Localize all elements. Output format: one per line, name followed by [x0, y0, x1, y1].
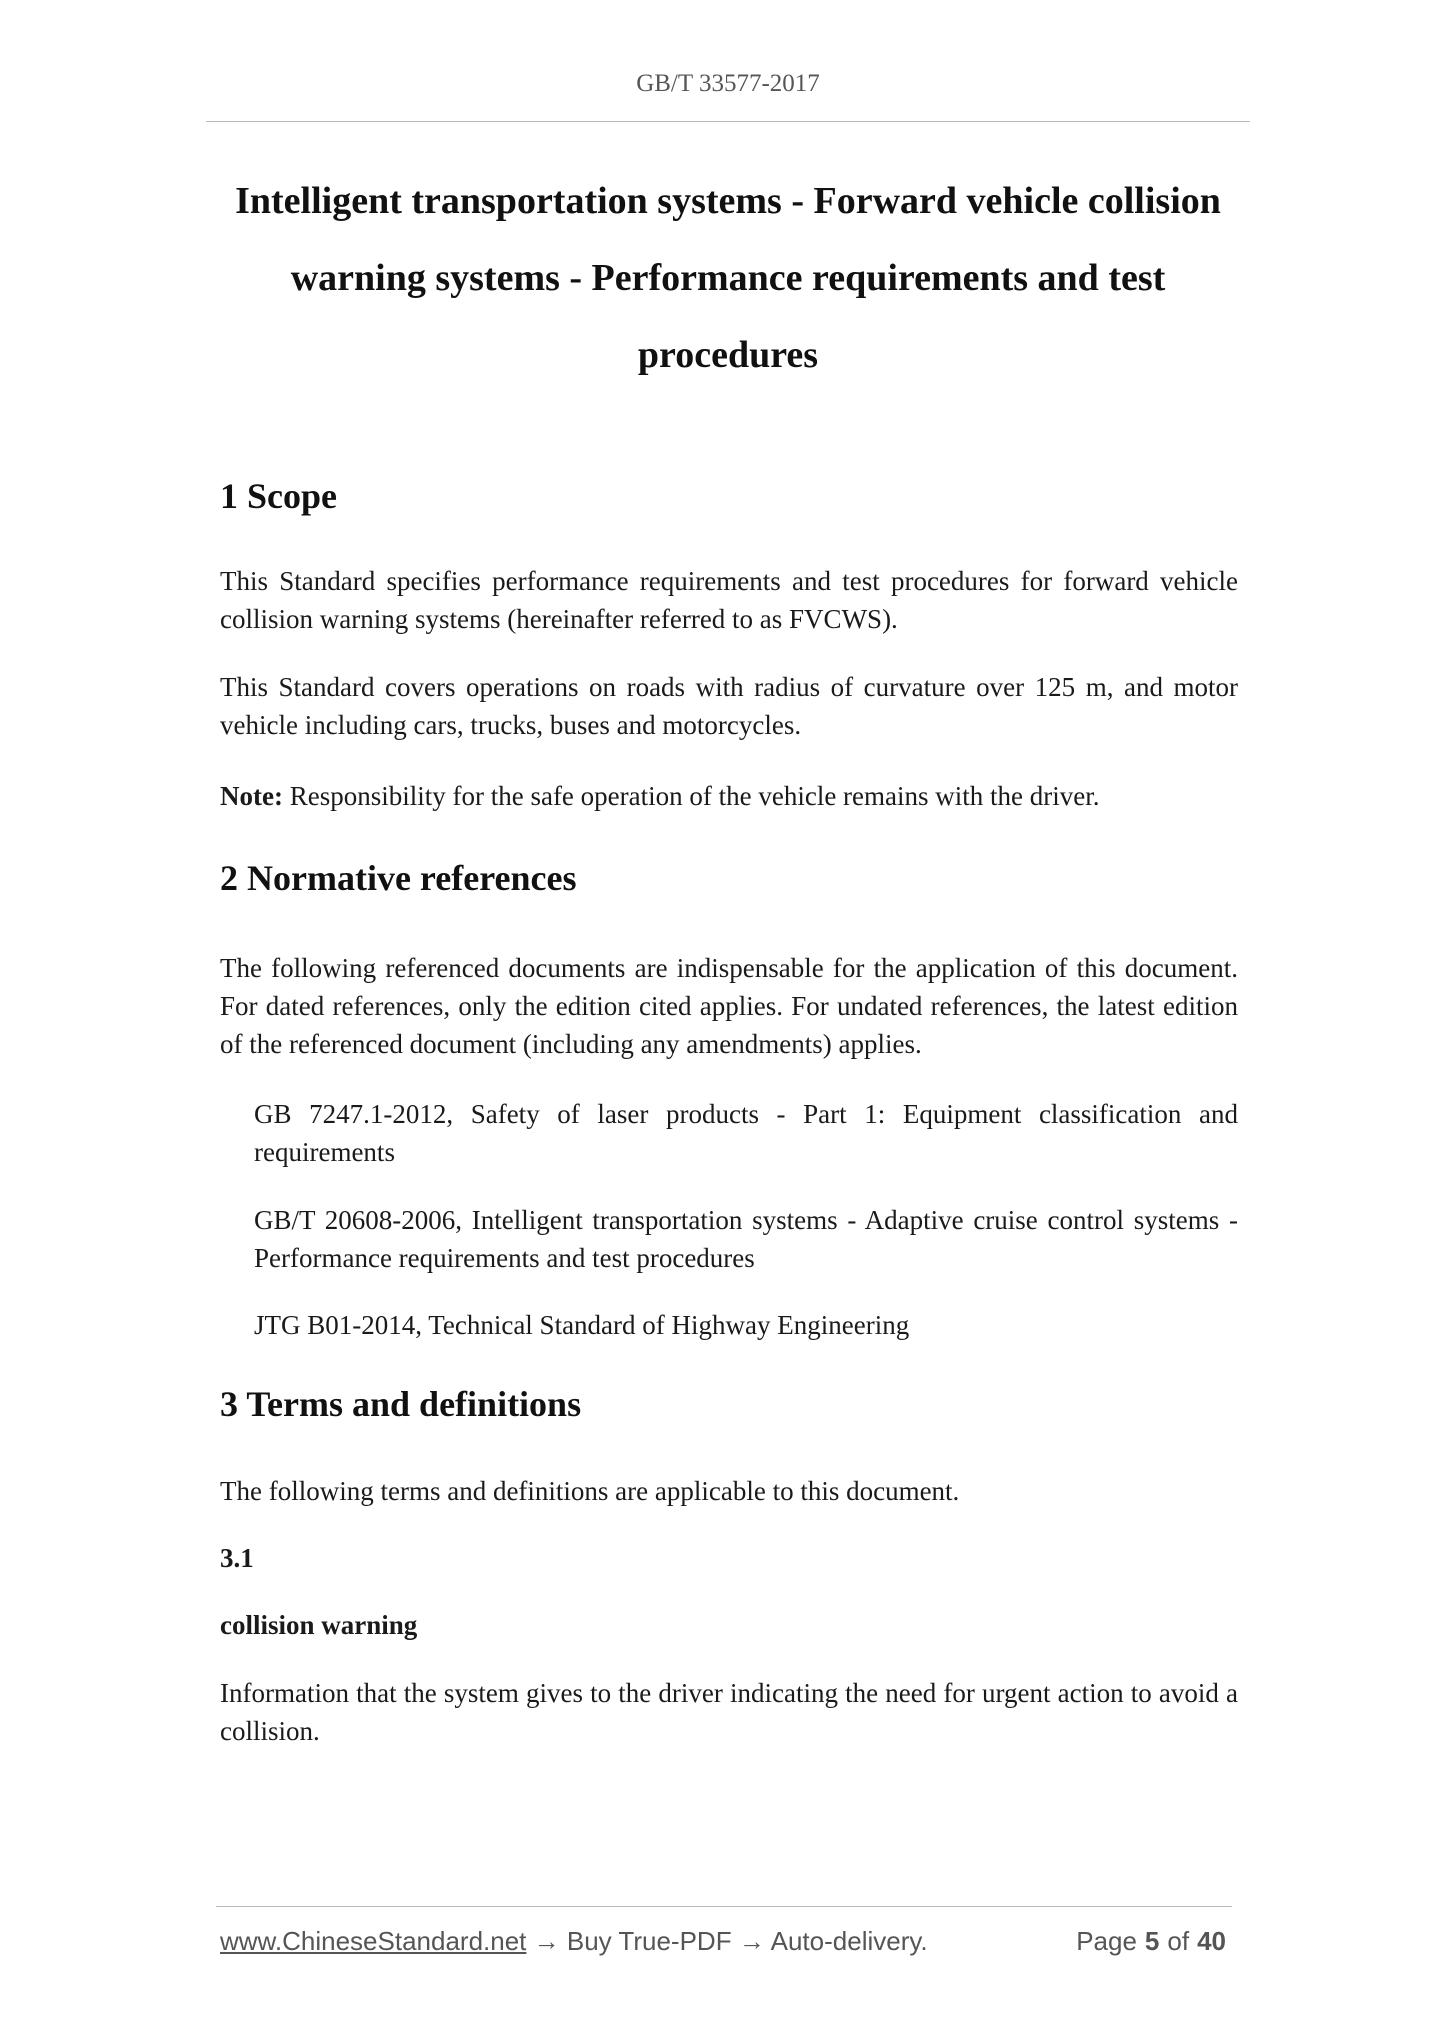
- term-number: 3.1: [220, 1543, 254, 1573]
- document-header-id: GB/T 33577-2017: [636, 70, 820, 97]
- current-page-number: 5: [1144, 1926, 1160, 1956]
- terms-intro: The following terms and definitions are applicable to this document.: [220, 1476, 960, 1506]
- section-heading-scope: 1 Scope: [220, 476, 337, 516]
- arrow-right-icon: →: [533, 1926, 560, 1956]
- title-line-1: Intelligent transportation systems - Forward vehicle collision: [235, 180, 1221, 222]
- arrow-right-icon: →: [738, 1926, 765, 1956]
- document-title: [206, 163, 1250, 394]
- page-footer: [220, 1926, 1232, 1962]
- buy-true-pdf-text: Buy True-PDF: [566, 1926, 732, 1956]
- reference-item: JTG B01-2014, Technical Standard of Highway Engineering: [254, 1310, 910, 1340]
- section-heading-normative-references: 2 Normative references: [220, 858, 577, 898]
- footer-divider: [216, 1906, 1232, 1907]
- note-text: Responsibility for the safe operation of the vehicle remains with the driver.: [282, 781, 1100, 811]
- normative-intro: The following referenced documents are indispensable for the application of this document. For dated references, only the edition cited applies. For undated references, the latest edition of the referenced document (including any amendments) applies.: [220, 953, 1238, 1059]
- page-label: Page: [1076, 1926, 1137, 1956]
- note-label: Note:: [220, 781, 283, 811]
- term-name: collision warning: [220, 1610, 418, 1640]
- footer-promo: [220, 1926, 928, 1957]
- of-label: of: [1167, 1926, 1190, 1956]
- reference-item: GB/T 20608-2006, Intelligent transportation systems - Adaptive cruise control systems - Performance requirements and test procedures: [254, 1205, 1238, 1273]
- title-line-2: warning systems - Performance requirements and test: [290, 257, 1166, 299]
- scope-paragraph-2: This Standard covers operations on roads with radius of curvature over 125 m, and motor vehicle including cars, trucks, buses and motorcycles.: [220, 672, 1238, 740]
- header-divider: [206, 121, 1250, 122]
- term-definition: Information that the system gives to the driver indicating the need for urgent action to avoid a collision.: [220, 1678, 1238, 1746]
- total-pages: 40: [1197, 1926, 1226, 1956]
- scope-note: [220, 777, 1238, 815]
- page-indicator: [1076, 1926, 1226, 1957]
- reference-item: GB 7247.1-2012, Safety of laser products - Part 1: Equipment classification and requirements: [254, 1099, 1238, 1167]
- site-link[interactable]: www.ChineseStandard.net: [220, 1926, 527, 1956]
- section-heading-terms-definitions: 3 Terms and definitions: [220, 1384, 582, 1424]
- scope-paragraph-1: This Standard specifies performance requirements and test procedures for forward vehicle collision warning systems (hereinafter referred to as FVCWS).: [220, 566, 1238, 634]
- auto-delivery-text: Auto-delivery.: [770, 1926, 928, 1956]
- title-line-3: procedures: [637, 334, 819, 376]
